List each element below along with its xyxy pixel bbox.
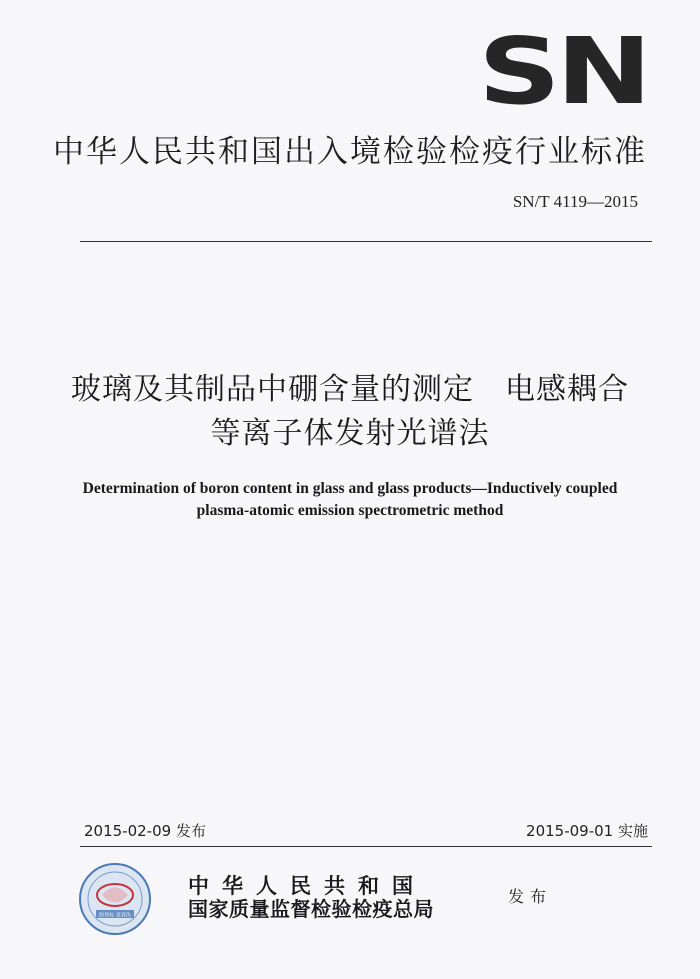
publisher-line-2: 国家质量监督检验检疫总局 xyxy=(188,897,434,921)
publisher-line-1: 中华人民共和国 xyxy=(188,873,426,898)
seal-text: 防伪标 查真伪 xyxy=(99,912,131,919)
anti-counterfeit-seal-icon xyxy=(78,862,152,936)
english-title-line-2: plasma-atomic emission spectrometric method xyxy=(196,502,504,519)
chinese-title-line-2: 等离子体发射光谱法 xyxy=(210,416,490,451)
standard-number: SN/T 4119—2015 xyxy=(512,192,638,211)
bottom-divider xyxy=(80,846,652,847)
organization-title: 中华人民共和国出入境检验检疫行业标准 xyxy=(53,134,647,170)
sn-logo: SN xyxy=(478,18,648,125)
top-divider xyxy=(80,241,652,242)
publisher-suffix: 发布 xyxy=(508,887,553,906)
english-title-line-1: Determination of boron content in glass and glass products—Inductively coupled xyxy=(82,480,618,497)
issue-date: 2015-02-09 发布 xyxy=(84,822,206,840)
implementation-date: 2015-09-01 实施 xyxy=(526,822,648,840)
chinese-title-line-1: 玻璃及其制品中硼含量的测定 电感耦合 xyxy=(71,372,629,407)
